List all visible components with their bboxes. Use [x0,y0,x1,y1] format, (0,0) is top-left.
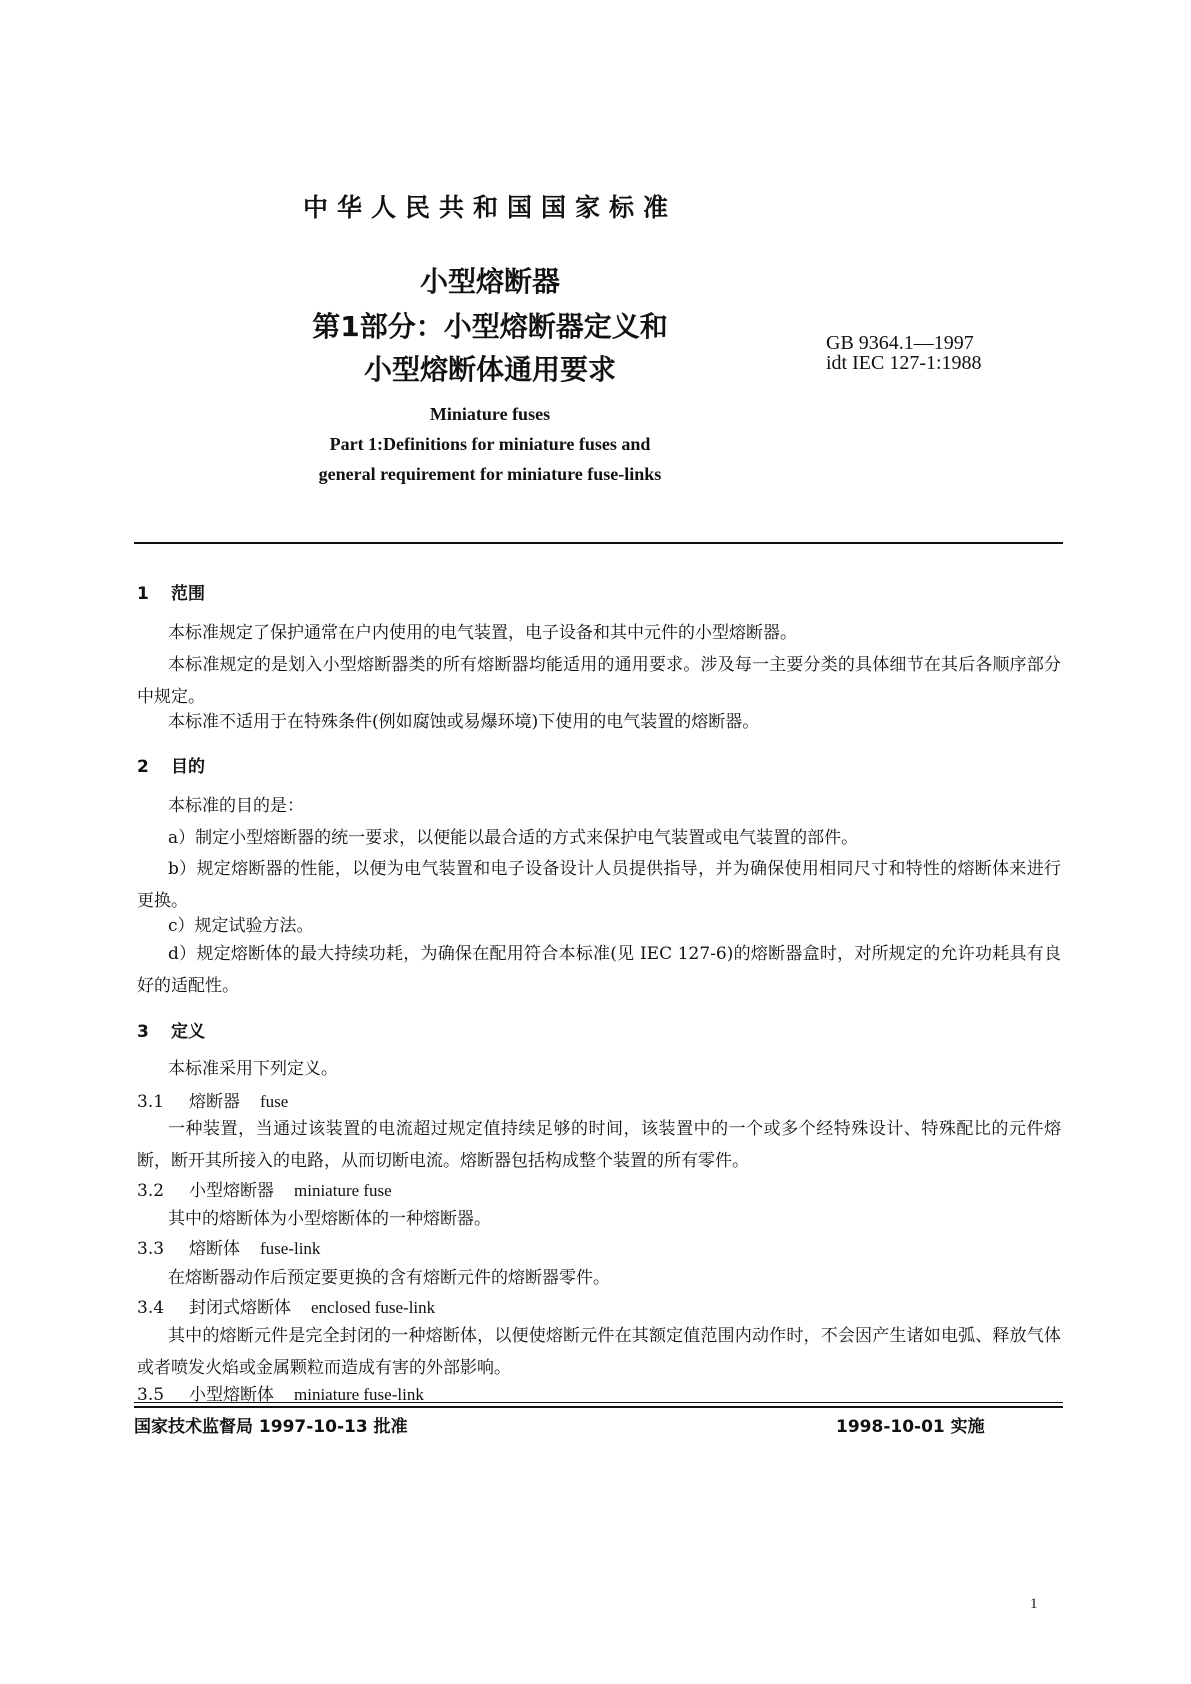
definition-3-1-term: 3.1 熔断器 fuse [137,1092,289,1112]
header-divider [134,542,1063,544]
section-1-title: 范围 [171,584,205,604]
s2-item-d: d）规定熔断体的最大持续功耗，为确保在配用符合本标准(见 IEC 127-6)的熔断器盒时，对所规定的允许功耗具有良好的适配性。 [137,944,1061,996]
en-title-line-2: Part 1:Definitions for miniature fuses and [329,434,651,454]
section-2-number: 2 [137,757,149,777]
section-1-number: 1 [137,584,149,604]
s2-item-b: b）规定熔断器的性能，以便为电气装置和电子设备设计人员提供指导，并为确保使用相同尺寸和特性的熔断体来进行更换。 [137,859,1061,911]
cn-title-line-3: 小型熔断体通用要求 [363,353,616,386]
footer-rule-lower [134,1406,1063,1408]
national-standard-heading: 中华人民共和国国家标准 [302,193,677,222]
definition-3-3-term: 3.3 熔断体 fuse-link [137,1239,321,1259]
section-3-heading [137,1017,205,1042]
cn-title-line-1: 小型熔断器 [419,265,560,298]
section-3-number: 3 [137,1022,149,1042]
en-title-line-3: general requirement for miniature fuse-links [318,464,662,484]
s2-item-c: c）规定试验方法。 [168,916,314,936]
s3-intro: 本标准采用下列定义。 [168,1059,338,1079]
section-2-title: 目的 [171,757,205,777]
s1-paragraph-3: 本标准不适用于在特殊条件(例如腐蚀或易爆环境)下使用的电气装置的熔断器。 [168,712,760,732]
approval-date: 国家技术监督局 1997-10-13 批准 [134,1417,408,1437]
definition-3-1-text: 一种装置，当通过该装置的电流超过规定值持续足够的时间，该装置中的一个或多个经特殊设计、特殊配比的元件熔断，断开其所接入的电路，从而切断电流。熔断器包括构成整个装置的所有零件。 [137,1119,1061,1171]
definition-3-3-text: 在熔断器动作后预定要更换的含有熔断元件的熔断器零件。 [168,1268,610,1288]
en-title-line-1: Miniature fuses [429,404,551,424]
footer-rule-upper [134,1402,1063,1403]
page-number: 1 [1030,1596,1038,1612]
definition-3-4-term: 3.4 封闭式熔断体 enclosed fuse-link [137,1298,436,1318]
section-1-heading [137,579,205,604]
definition-3-5-term: 3.5 小型熔断体 miniature fuse-link [137,1385,424,1405]
s2-item-a: a）制定小型熔断器的统一要求，以便能以最合适的方式来保护电气装置或电气装置的部件。 [168,828,859,848]
section-2-heading [137,752,205,777]
definition-3-4-text: 其中的熔断元件是完全封闭的一种熔断体，以便使熔断元件在其额定值范围内动作时，不会因产生诸如电弧、释放气体或者喷发火焰或金属颗粒而造成有害的外部影响。 [137,1326,1061,1378]
definition-3-2-term: 3.2 小型熔断器 miniature fuse [137,1181,392,1201]
s2-intro: 本标准的目的是： [168,796,304,816]
idt-number: idt IEC 127-1:1988 [826,352,982,374]
definition-3-2-text: 其中的熔断体为小型熔断体的一种熔断器。 [168,1209,491,1229]
cn-title-line-2: 第1部分：小型熔断器定义和 [312,310,668,343]
s1-paragraph-2: 本标准规定的是划入小型熔断器类的所有熔断器均能适用的通用要求。涉及每一主要分类的具体细节在其后各顺序部分中规定。 [137,655,1061,707]
s1-paragraph-1: 本标准规定了保护通常在户内使用的电气装置，电子设备和其中元件的小型熔断器。 [168,623,797,643]
effective-date: 1998-10-01 实施 [836,1417,985,1437]
section-3-title: 定义 [171,1022,205,1042]
standard-number: GB 9364.1—1997 [826,332,974,354]
